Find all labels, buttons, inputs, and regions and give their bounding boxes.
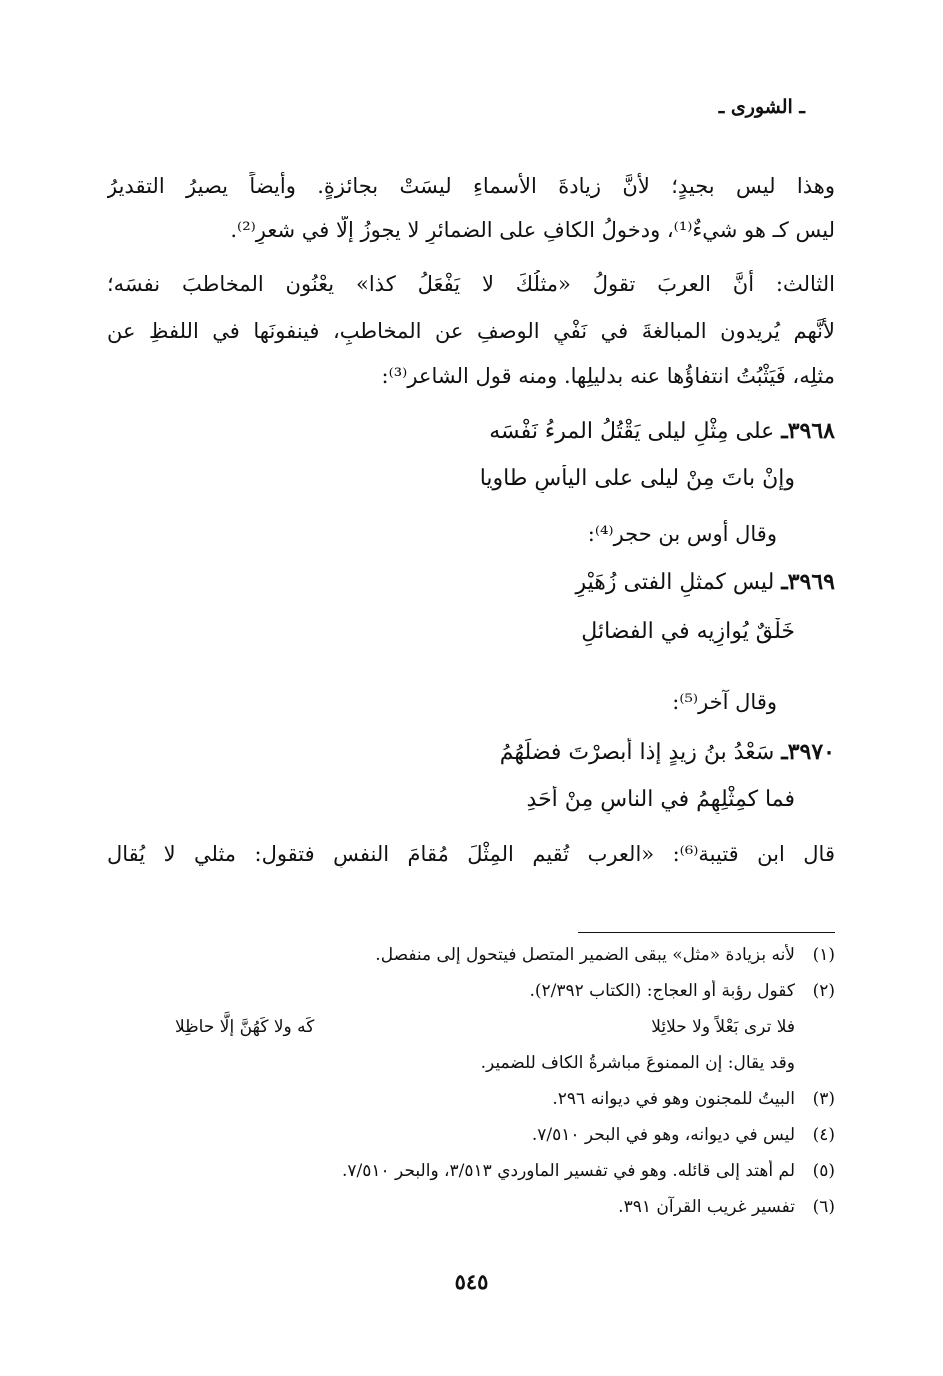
footnote-2-verse — [175, 1016, 795, 1038]
verse-number: ٣٩٦٩ـ — [781, 569, 835, 595]
verse-text: ليس كمثلِ الفتى زُهَيْرٍ — [575, 570, 775, 595]
verse-text: فما كمِثْلِهِمُ في الناسِ مِنْ أحَدِ — [526, 787, 795, 812]
footnote-number: (٦) — [812, 1197, 835, 1217]
paragraph-line: قال ابن قتيبة⁽⁶⁾: «العرب تُقيم المِثْلَ مُقامَ النفسِ فتقول: مثلي لا يُقال — [107, 842, 835, 866]
footnote-text: لم أهتد إلى قائله. وهو في تفسير الماوردي ٣/٥١٣، والبحر ٧/٥١٠. — [341, 1161, 795, 1181]
footnote-4 — [107, 1124, 835, 1146]
verse-3968-first-hemistich — [107, 417, 835, 446]
paragraph-line: لأنَّهم يُريدون المبالغةَ في نَفْيِ الوصفِ عن المخاطبِ، فينفونَها في اللفظِ عن — [107, 319, 835, 343]
verse-3969-first-hemistich — [107, 568, 835, 597]
footnote-2 — [107, 980, 835, 1002]
verse-first-hemistich: فلا ترى بَعْلاً ولا حلائِلا — [651, 1017, 795, 1037]
paragraph-line: مثلِه، فَيَثْبُتُ انتفاؤُها عنه بدليلِها. ومنه قول الشاعر⁽³⁾: — [381, 364, 835, 388]
verse-3969-second-hemistich — [67, 618, 795, 646]
paragraph-line: وهذا ليس بجيدٍ؛ لأنَّ زيادةَ الأسماءِ ليسَتْ بجائزةٍ. وأيضاً يصيرُ التقديرُ — [107, 174, 835, 198]
running-header: ـ الشورى ـ — [718, 96, 805, 118]
page-number: ٥٤٥ — [454, 1269, 489, 1294]
paragraph-line: ليس كـ هو شيءٌ⁽¹⁾، ودخولُ الكافِ على الضمائرِ لا يجوزُ إلَّا في شعرٍ⁽²⁾. — [230, 218, 835, 242]
verse-text: على مِثْلِ ليلى يَقْتُلُ المرءُ نَفْسَه — [489, 419, 775, 444]
verse-number: ٣٩٧٠ـ — [781, 739, 835, 765]
footnote-6 — [107, 1196, 835, 1218]
verse-3970-second-hemistich — [67, 786, 795, 814]
verse-text: سَعْدُ بنُ زيدٍ إذا أبصرْتَ فضلَهُمُ — [499, 740, 775, 765]
footnote-3 — [107, 1088, 835, 1110]
verse-3968-second-hemistich — [67, 465, 795, 493]
footnote-number: (٥) — [812, 1161, 835, 1181]
verse-introduction: وقال آخر⁽⁵⁾: — [672, 690, 777, 714]
footnote-number: (٣) — [812, 1089, 835, 1109]
footnote-number: (٢) — [812, 981, 835, 1001]
footnote-5 — [107, 1160, 835, 1182]
footnote-1 — [107, 944, 835, 966]
verse-text: خَلْقٌ يُوازِيه في الفضائلِ — [581, 619, 795, 644]
verse-number: ٣٩٦٨ـ — [781, 418, 835, 444]
footnote-2-continuation: وقد يقال: إن الممنوعَ مباشرةُ الكاف للضمير. — [480, 1053, 795, 1073]
footnote-text: تفسير غريب القرآن ٣٩١. — [618, 1197, 795, 1217]
verse-second-hemistich: كَه ولا كَهُنَّ إلَّا حاظِلا — [175, 1017, 315, 1037]
verse-text: وإنْ باتَ مِنْ ليلى على اليأسِ طاويا — [479, 466, 795, 491]
footnote-number: (١) — [812, 945, 835, 965]
footnote-number: (٤) — [812, 1125, 835, 1145]
footnote-text: لأنه بزيادة «مثل» يبقى الضمير المتصل فيتحول إلى منفصل. — [375, 945, 795, 965]
paragraph-line: الثالث: أنَّ العربَ تقولُ «مثلُكَ لا يَفْعَلُ كذا» يعْنُون المخاطبَ نفسَه؛ — [107, 272, 835, 296]
verse-3970-first-hemistich — [107, 738, 835, 767]
verse-introduction: وقال أوس بن حجر⁽⁴⁾: — [587, 522, 777, 546]
footnote-separator — [578, 932, 835, 933]
footnote-text: ليس في ديوانه، وهو في البحر ٧/٥١٠. — [531, 1125, 795, 1145]
footnote-text: كقول رؤبة أو العجاج: (الكتاب ٢/٣٩٢). — [529, 981, 795, 1001]
footnote-text: البيتُ للمجنون وهو في ديوانه ٢٩٦. — [552, 1089, 795, 1109]
